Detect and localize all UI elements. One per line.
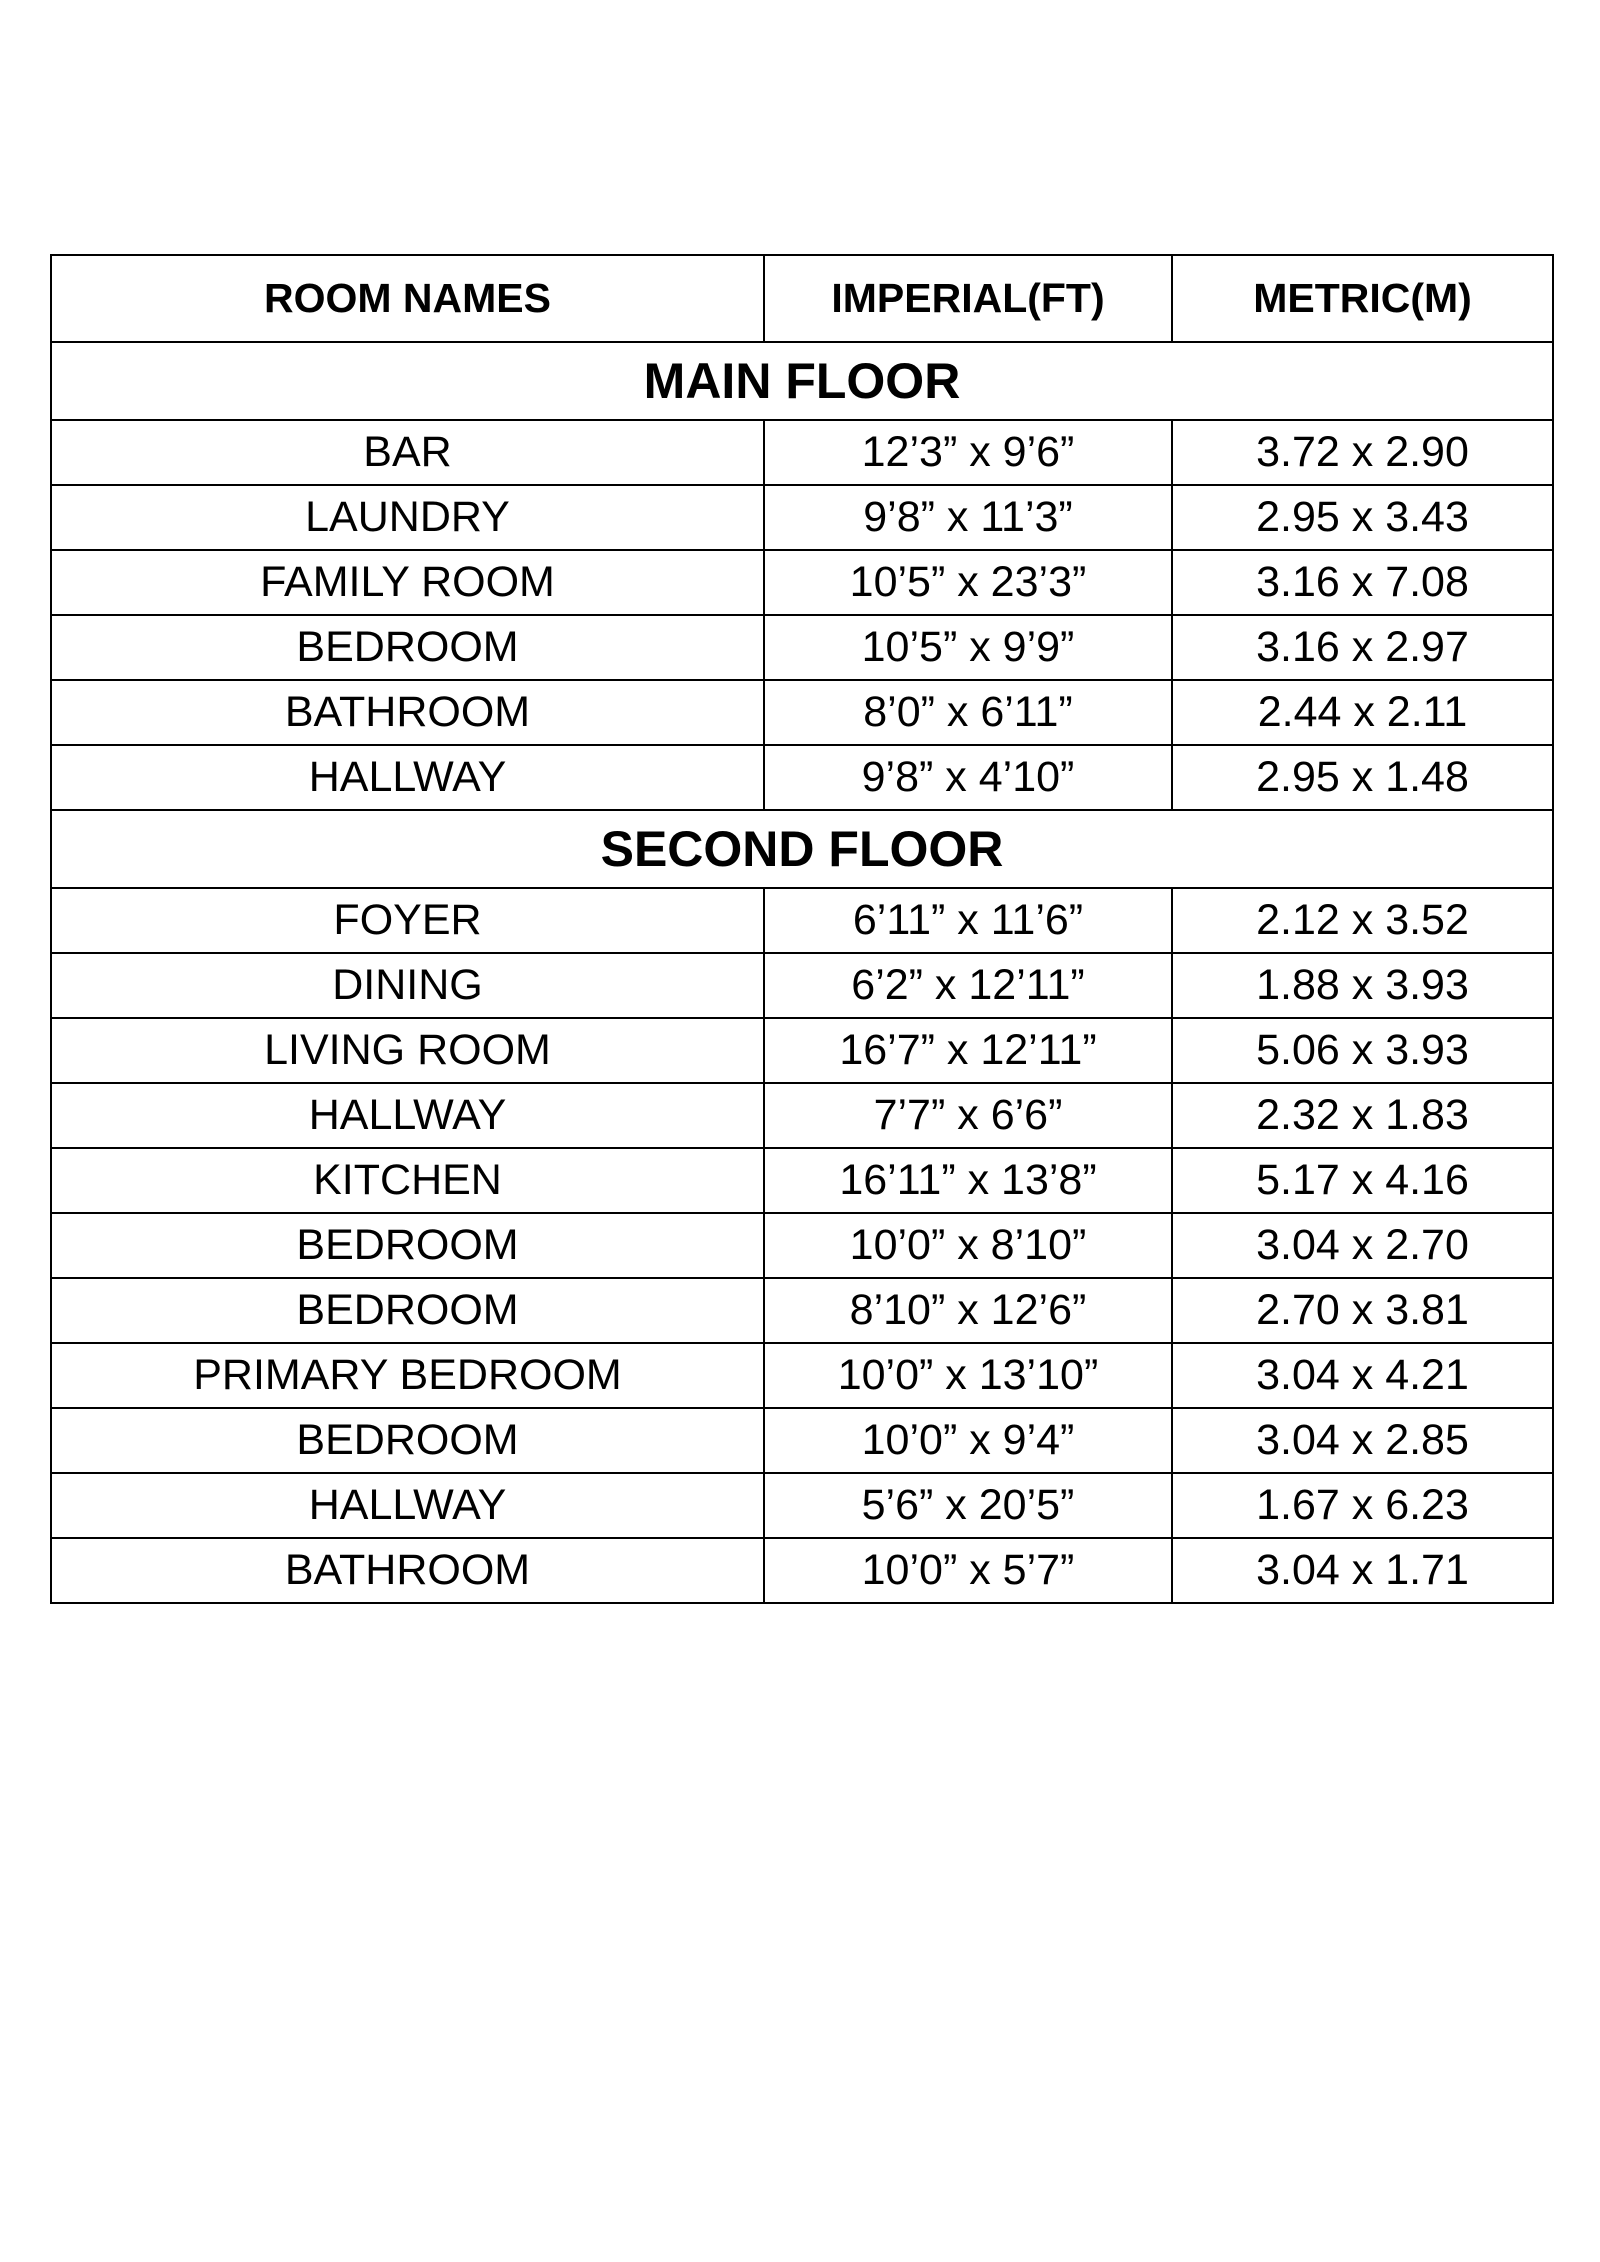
room-name-cell: LAUNDRY: [51, 485, 764, 550]
section-row: [51, 342, 1553, 420]
room-name-cell: LIVING ROOM: [51, 1018, 764, 1083]
table-row: [51, 1018, 1553, 1083]
imperial-cell: 10’5” x 9’9”: [764, 615, 1172, 680]
table-row: [51, 1343, 1553, 1408]
table-row: [51, 953, 1553, 1018]
room-name-cell: HALLWAY: [51, 745, 764, 810]
header-imperial: IMPERIAL(FT): [764, 255, 1172, 342]
imperial-cell: 6’2” x 12’11”: [764, 953, 1172, 1018]
metric-cell: 3.16 x 7.08: [1172, 550, 1553, 615]
metric-cell: 3.16 x 2.97: [1172, 615, 1553, 680]
header-metric: METRIC(M): [1172, 255, 1553, 342]
imperial-cell: 10’0” x 8’10”: [764, 1213, 1172, 1278]
metric-cell: 1.67 x 6.23: [1172, 1473, 1553, 1538]
table-header: [51, 255, 1553, 342]
imperial-cell: 10’0” x 5’7”: [764, 1538, 1172, 1603]
table-row: [51, 1278, 1553, 1343]
table-row: [51, 1148, 1553, 1213]
table-row: [51, 745, 1553, 810]
room-name-cell: BEDROOM: [51, 1278, 764, 1343]
metric-cell: 3.04 x 2.70: [1172, 1213, 1553, 1278]
room-name-cell: HALLWAY: [51, 1473, 764, 1538]
table-row: [51, 485, 1553, 550]
metric-cell: 5.06 x 3.93: [1172, 1018, 1553, 1083]
room-name-cell: FAMILY ROOM: [51, 550, 764, 615]
imperial-cell: 9’8” x 4’10”: [764, 745, 1172, 810]
imperial-cell: 6’11” x 11’6”: [764, 888, 1172, 953]
table-row: [51, 1408, 1553, 1473]
room-name-cell: KITCHEN: [51, 1148, 764, 1213]
metric-cell: 3.72 x 2.90: [1172, 420, 1553, 485]
metric-cell: 2.95 x 3.43: [1172, 485, 1553, 550]
table-row: [51, 680, 1553, 745]
metric-cell: 3.04 x 4.21: [1172, 1343, 1553, 1408]
room-name-cell: BATHROOM: [51, 1538, 764, 1603]
imperial-cell: 16’7” x 12’11”: [764, 1018, 1172, 1083]
room-name-cell: PRIMARY BEDROOM: [51, 1343, 764, 1408]
imperial-cell: 5’6” x 20’5”: [764, 1473, 1172, 1538]
section-title: SECOND FLOOR: [51, 810, 1553, 888]
metric-cell: 2.70 x 3.81: [1172, 1278, 1553, 1343]
section-title: MAIN FLOOR: [51, 342, 1553, 420]
room-name-cell: DINING: [51, 953, 764, 1018]
imperial-cell: 16’11” x 13’8”: [764, 1148, 1172, 1213]
table-row: [51, 1213, 1553, 1278]
metric-cell: 1.88 x 3.93: [1172, 953, 1553, 1018]
metric-cell: 3.04 x 1.71: [1172, 1538, 1553, 1603]
imperial-cell: 9’8” x 11’3”: [764, 485, 1172, 550]
room-name-cell: BEDROOM: [51, 615, 764, 680]
header-room-names: ROOM NAMES: [51, 255, 764, 342]
imperial-cell: 8’0” x 6’11”: [764, 680, 1172, 745]
header-row: [51, 255, 1553, 342]
imperial-cell: 10’0” x 13’10”: [764, 1343, 1172, 1408]
table-row: [51, 888, 1553, 953]
metric-cell: 3.04 x 2.85: [1172, 1408, 1553, 1473]
table-row: [51, 615, 1553, 680]
metric-cell: 2.44 x 2.11: [1172, 680, 1553, 745]
imperial-cell: 10’5” x 23’3”: [764, 550, 1172, 615]
imperial-cell: 10’0” x 9’4”: [764, 1408, 1172, 1473]
room-name-cell: HALLWAY: [51, 1083, 764, 1148]
table-row: [51, 1538, 1553, 1603]
room-name-cell: BEDROOM: [51, 1408, 764, 1473]
imperial-cell: 8’10” x 12’6”: [764, 1278, 1172, 1343]
table-body: [51, 342, 1553, 1603]
room-dimensions-table: [50, 254, 1554, 1604]
metric-cell: 2.32 x 1.83: [1172, 1083, 1553, 1148]
table-row: [51, 1083, 1553, 1148]
room-name-cell: BEDROOM: [51, 1213, 764, 1278]
room-name-cell: FOYER: [51, 888, 764, 953]
room-name-cell: BATHROOM: [51, 680, 764, 745]
table-row: [51, 420, 1553, 485]
table-row: [51, 550, 1553, 615]
imperial-cell: 12’3” x 9’6”: [764, 420, 1172, 485]
metric-cell: 2.12 x 3.52: [1172, 888, 1553, 953]
section-row: [51, 810, 1553, 888]
table-row: [51, 1473, 1553, 1538]
room-name-cell: BAR: [51, 420, 764, 485]
metric-cell: 2.95 x 1.48: [1172, 745, 1553, 810]
metric-cell: 5.17 x 4.16: [1172, 1148, 1553, 1213]
imperial-cell: 7’7” x 6’6”: [764, 1083, 1172, 1148]
